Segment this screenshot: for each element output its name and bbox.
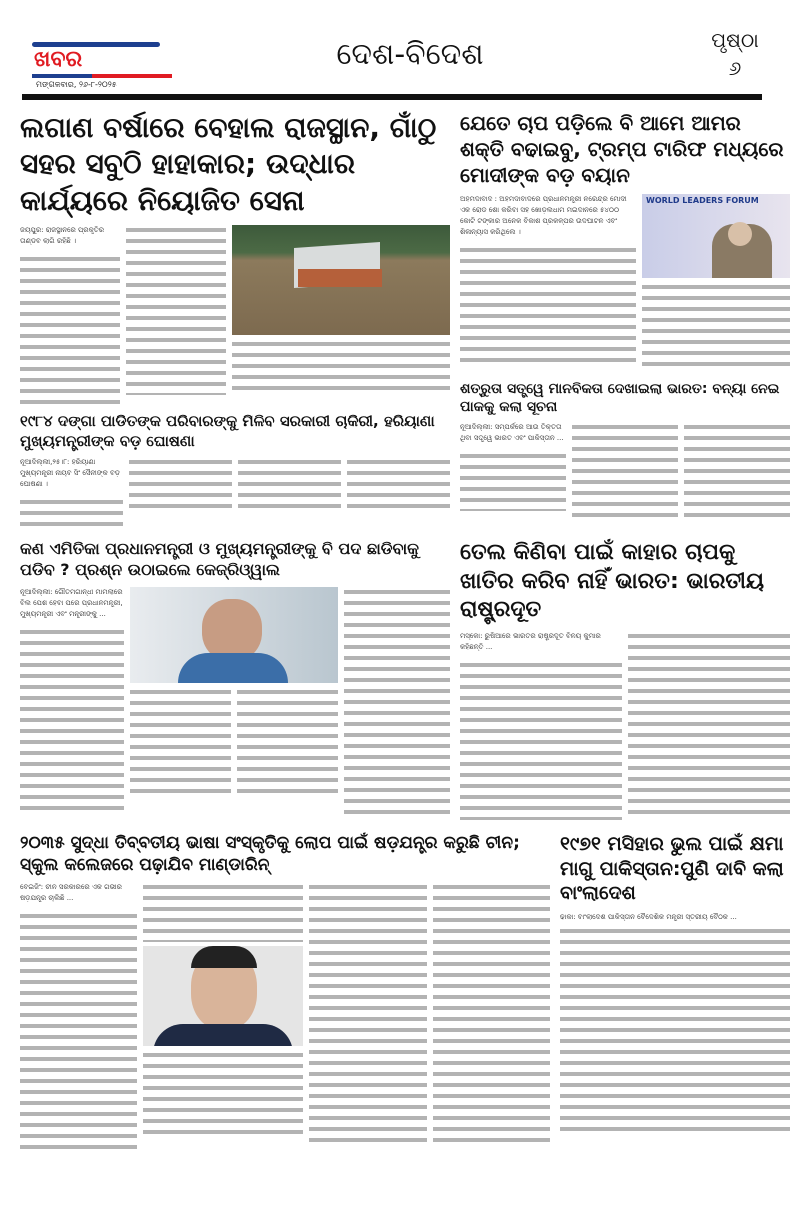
headline-rajasthan-rain: ଲଗାଣ ବର୍ଷାରେ ବେହାଲ ରାଜସ୍ଥାନ, ଗାଁଠୁ ସହର ସବୁଠି ହାହାକାର; ଉଦ୍ଧାର କାର୍ଯ୍ୟରେ ନିୟୋଜିତ ସେନା bbox=[20, 111, 437, 217]
article-1984-riots bbox=[20, 412, 450, 527]
modi-photo bbox=[642, 194, 790, 278]
masthead bbox=[20, 0, 790, 104]
article-bangladesh-pakistan bbox=[560, 832, 790, 1136]
headline-china-tibet: ୨୦୩୫ ସୁଦ୍ଧା ତିବ୍ବତୀୟ ଭାଷା ସଂସ୍କୃତିକୁ ଲୋପ ପାଇଁ ଷଡ଼ଯନ୍ତ୍ର କରୁଛି ଚୀନ; ସ୍କୁଲ କଲେଜରେ ପଢ଼ାଯିବ ମାଣ୍ଡାରିନ୍ bbox=[20, 832, 520, 876]
header-rule bbox=[22, 94, 762, 100]
article-lead: ଢାକା: ବାଂଲାଦେଶ ପାକିସ୍ତାନ ବୈଦେଶିକ ମନ୍ତ୍ରୀ ସ୍ତରୀୟ ବୈଠକ ... bbox=[560, 913, 737, 922]
headline-kejriwal: କଣ ଏମିତିକା ପ୍ରଧାନମନ୍ତ୍ରୀ ଓ ମୁଖ୍ୟମନ୍ତ୍ରୀଙ୍କୁ ବି ପଦ ଛାଡିବାକୁ ପଡିବ ? ପ୍ରଶ୍ନ ଉଠାଇଲେ କେଜ୍ରିଓ୍ୱାଲ bbox=[20, 539, 419, 579]
headline-modi-tariff: ଯେତେ ଚାପ ପଡ଼ିଲେ ବି ଆମେ ଆମର ଶକ୍ତି ବଢାଇବୁ, ଟ୍ରମ୍ପ ଟାରିଫ ମଧ୍ୟରେ ମୋଦୀଙ୍କ ବଡ଼ ବୟାନ bbox=[460, 111, 784, 187]
page-number: ପୃଷ୍ଠା ୬ bbox=[711, 28, 759, 80]
article-kejriwal bbox=[20, 539, 450, 817]
flood-photo bbox=[232, 225, 450, 335]
newspaper-logo: ଖବର bbox=[32, 42, 172, 78]
issue-date: ମଙ୍ଗଳବାର, ୨୬-୮-୨୦୨୫ bbox=[36, 80, 117, 89]
article-lead: ଜୟପୁର: ରାଜସ୍ଥାନରେ ପ୍ରକୃତିର ତାଣ୍ଡବ ଲାଗି ରହିଛି । bbox=[20, 226, 105, 246]
kejriwal-photo bbox=[130, 587, 338, 683]
article-modi-tariff bbox=[460, 110, 790, 372]
article-india-oil bbox=[460, 539, 790, 820]
article-flood-alert-pakistan bbox=[460, 380, 790, 517]
article-lead: ବେଇଜିଂ: ଚୀନ ସରକାରରେ ଏକ ଗଭୀର ଷଡ଼ଯନ୍ତ୍ର ଚାଲିଛି ... bbox=[20, 883, 122, 903]
headline-india-oil: ତେଲ କିଣିବା ପାଇଁ କାହାର ଚାପକୁ ଖାତିର କରିବ ନାହିଁ ଭାରତ: ଭାରତୀୟ ରାଷ୍ଟ୍ରଦୂତ bbox=[460, 540, 765, 623]
headline-flood-alert-pakistan: ଶତ୍ରୁତା ସତ୍ତ୍ୱେ ମାନବିକତା ଦେଖାଇଲା ଭାରତ: ବନ୍ୟା ନେଇ ପାକକୁ କଲା ସୂଚନା bbox=[460, 381, 780, 416]
photo-caption: WORLD LEADERS FORUM bbox=[646, 196, 759, 205]
article-china-tibet bbox=[20, 832, 550, 1151]
xi-jinping-photo bbox=[143, 946, 303, 1046]
article-lead: ନୂଆଦିଲ୍ଲୀ,୨୫।୮: ହରିୟାଣା ମୁଖ୍ୟମନ୍ତ୍ରୀ ନାୟବ ସିଂ ସୈନୀଙ୍କ ବଡ଼ ଘୋଷଣା । bbox=[20, 458, 120, 489]
article-lead: ନୂଆଦିଲ୍ଲୀ: ସମ୍ପର୍କରେ ଆଉ ତିକ୍ତତା ଥିବା ସତ୍ତ୍ୱେ ଭାରତ ଏବଂ ପାକିସ୍ତାନ ... bbox=[460, 423, 564, 443]
headline-bangladesh-pakistan: ୧୯୭୧ ମସିହାର ଭୁଲ ପାଇଁ କ୍ଷମା ମାଗୁ ପାକିସ୍ତାନ:ପୁଣି ଦାବି କଲା ବାଂଲାଦେଶ bbox=[560, 832, 784, 905]
article-lead: ନୂଆଦିଲ୍ଲୀ: ଗୌତମଗାନ୍ଧୀ ମାମଲାରେ ବିଲ ପେଶ ହେବା ପରେ ପ୍ରଧାନମନ୍ତ୍ରୀ, ମୁଖ୍ୟମନ୍ତ୍ରୀ ଏବଂ ମନ୍ତ୍ରୀଙ୍କୁ ... bbox=[20, 587, 123, 618]
article-lead: ମସ୍କୋ: ରୁଷିଆରେ ଭାରତର ରାଷ୍ଟ୍ରଦୂତ ବିନୟ କୁମାର କହିଛନ୍ତି ... bbox=[460, 631, 601, 651]
section-title: ଦେଶ-ବିଦେଶ bbox=[336, 37, 484, 72]
headline-1984-riots: ୧୯୮୪ ଦଙ୍ଗା ପାଡିତଙ୍କ ପରିବାରଙ୍କୁ ମିଳିବ ସରକାରୀ ଚାକିରୀ, ହରିୟାଣା ମୁଖ୍ୟମନ୍ତ୍ରୀଙ୍କ ବଡ଼ ଘୋଷଣା bbox=[20, 412, 435, 450]
article-lead: ଅହମଦାବାଦ : ଅହମଦାବାଦରେ ପ୍ରଧାନମନ୍ତ୍ରୀ ନରେନ୍ଦ୍ର ମୋଦୀ ଏକ ରୋଡ ଶୋ କରିବା ସହ ଖୋଡ଼ଲଧାମ ମଇଦାନରେ ୫୪୦୦ କୋଟି ଟଙ୍କାର ଅନେକ ବିକାଶ ପ୍ରକଳ୍ପର ଉଦଘାଟନ ଏବଂ ଶିଳାନ୍ୟାସ କରିଥିଲେ । bbox=[460, 195, 627, 236]
article-rajasthan-rain bbox=[20, 110, 450, 404]
